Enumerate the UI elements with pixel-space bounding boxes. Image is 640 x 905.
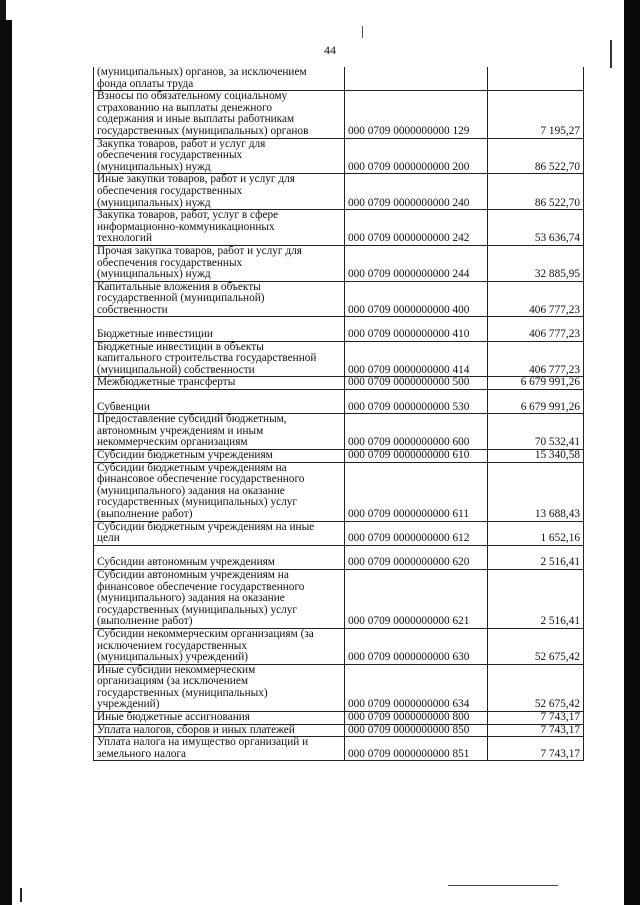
row-name: Субсидии некоммерческим организациям (за исключением государственных (муниципальных) учреждений): [94, 628, 345, 664]
row-sum: 53 636,74: [488, 210, 584, 246]
table-row: [94, 569, 584, 628]
row-code: 000 0709 0000000000 244: [345, 245, 488, 281]
row-name: Субсидии бюджетным учреждениям на иные цели: [94, 521, 345, 545]
table-row: [94, 521, 584, 545]
row-name: Иные субсидии некоммерческим организациям (за исключением государственных (муниципальных) учреждений): [94, 664, 345, 711]
row-name: Закупка товаров, работ, услуг в сфере информационно-коммуникационных технологий: [94, 210, 345, 246]
table-row: [94, 450, 584, 463]
row-sum: 52 675,42: [488, 628, 584, 664]
row-code: 000 0709 0000000000 610: [345, 450, 488, 463]
scan-mark-bottom: [448, 885, 558, 886]
row-code: [345, 67, 488, 91]
row-name: Субсидии автономным учреждениям: [94, 545, 345, 569]
row-name: Субсидии бюджетным учреждениям на финансовое обеспечение государственного (муниципального) задания на оказание государственных (муниципальных) услуг (выполнение работ): [94, 462, 345, 521]
row-code: 000 0709 0000000000 500: [345, 377, 488, 390]
row-code: 000 0709 0000000000 621: [345, 569, 488, 628]
row-name: Субвенции: [94, 390, 345, 414]
row-sum: 406 777,23: [488, 281, 584, 317]
row-code: 000 0709 0000000000 400: [345, 281, 488, 317]
table-row: [94, 245, 584, 281]
scan-edge-right: [624, 0, 640, 905]
row-code: 000 0709 0000000000 129: [345, 91, 488, 138]
row-name: Субсидии бюджетным учреждениям: [94, 450, 345, 463]
row-name: Бюджетные инвестиции: [94, 317, 345, 341]
row-name: Уплата налогов, сборов и иных платежей: [94, 724, 345, 737]
row-code: 000 0709 0000000000 850: [345, 724, 488, 737]
row-sum: 2 516,41: [488, 545, 584, 569]
row-sum: 7 743,17: [488, 724, 584, 737]
table-row: [94, 545, 584, 569]
table-row: [94, 724, 584, 737]
table-row: [94, 664, 584, 711]
budget-table: [93, 67, 584, 761]
table-row: [94, 712, 584, 725]
table-row: [94, 281, 584, 317]
table-row: [94, 67, 584, 91]
row-sum: 7 743,17: [488, 737, 584, 761]
row-name: Субсидии автономным учреждениям на финансовое обеспечение государственного (муниципального) задания на оказание государственных (муниципальных) услуг (выполнение работ): [94, 569, 345, 628]
table-row: [94, 341, 584, 377]
table-row: [94, 91, 584, 138]
row-code: 000 0709 0000000000 530: [345, 390, 488, 414]
row-name: Бюджетные инвестиции в объекты капитального строительства государственной (муниципальной) собственности: [94, 341, 345, 377]
row-code: 000 0709 0000000000 851: [345, 737, 488, 761]
row-code: 000 0709 0000000000 600: [345, 414, 488, 450]
row-name: Иные закупки товаров, работ и услуг для обеспечения государственных (муниципальных) нужд: [94, 174, 345, 210]
scan-mark-bottom-left: [20, 888, 32, 902]
row-sum: 406 777,23: [488, 317, 584, 341]
row-sum: 6 679 991,26: [488, 390, 584, 414]
row-code: 000 0709 0000000000 242: [345, 210, 488, 246]
row-name: Предоставление субсидий бюджетным, автономным учреждениям и иным некоммерческим организациям: [94, 414, 345, 450]
scan-mark-top: [362, 26, 363, 38]
row-name: Взносы по обязательному социальному страхованию на выплаты денежного содержания и иные выплаты работникам государственных (муниципальных) органов: [94, 91, 345, 138]
table-row: [94, 138, 584, 174]
row-name: Прочая закупка товаров, работ и услуг для обеспечения государственных (муниципальных) нужд: [94, 245, 345, 281]
row-code: 000 0709 0000000000 612: [345, 521, 488, 545]
row-code: 000 0709 0000000000 634: [345, 664, 488, 711]
scan-edge-left: [0, 20, 12, 905]
table-row: [94, 377, 584, 390]
row-name: Капитальные вложения в объекты государственной (муниципальной) собственности: [94, 281, 345, 317]
row-name: Иные бюджетные ассигнования: [94, 712, 345, 725]
row-name: Закупка товаров, работ и услуг для обеспечения государственных (муниципальных) нужд: [94, 138, 345, 174]
row-name: Уплата налога на имущество организаций и земельного налога: [94, 737, 345, 761]
row-code: 000 0709 0000000000 630: [345, 628, 488, 664]
table-row: [94, 737, 584, 761]
row-name: Межбюджетные трансферты: [94, 377, 345, 390]
row-sum: 13 688,43: [488, 462, 584, 521]
row-sum: 86 522,70: [488, 138, 584, 174]
row-code: 000 0709 0000000000 410: [345, 317, 488, 341]
budget-table-body: [94, 67, 584, 761]
table-row: [94, 628, 584, 664]
row-code: 000 0709 0000000000 200: [345, 138, 488, 174]
row-sum: 52 675,42: [488, 664, 584, 711]
row-code: 000 0709 0000000000 800: [345, 712, 488, 725]
row-sum: 70 532,41: [488, 414, 584, 450]
row-sum: 32 885,95: [488, 245, 584, 281]
row-sum: 406 777,23: [488, 341, 584, 377]
page-number: 44: [324, 43, 336, 57]
row-sum: 7 743,17: [488, 712, 584, 725]
row-sum: 1 652,16: [488, 521, 584, 545]
row-sum: 86 522,70: [488, 174, 584, 210]
table-row: [94, 390, 584, 414]
row-sum: 7 195,27: [488, 91, 584, 138]
table-row: [94, 414, 584, 450]
row-name: (муниципальных) органов, за исключением фонда оплаты труда: [94, 67, 345, 91]
table-row: [94, 174, 584, 210]
table-row: [94, 210, 584, 246]
row-sum: [488, 67, 584, 91]
row-code: 000 0709 0000000000 620: [345, 545, 488, 569]
table-row: [94, 462, 584, 521]
row-sum: 2 516,41: [488, 569, 584, 628]
row-sum: 15 340,58: [488, 450, 584, 463]
table-row: [94, 317, 584, 341]
row-code: 000 0709 0000000000 414: [345, 341, 488, 377]
row-code: 000 0709 0000000000 240: [345, 174, 488, 210]
row-sum: 6 679 991,26: [488, 377, 584, 390]
row-code: 000 0709 0000000000 611: [345, 462, 488, 521]
